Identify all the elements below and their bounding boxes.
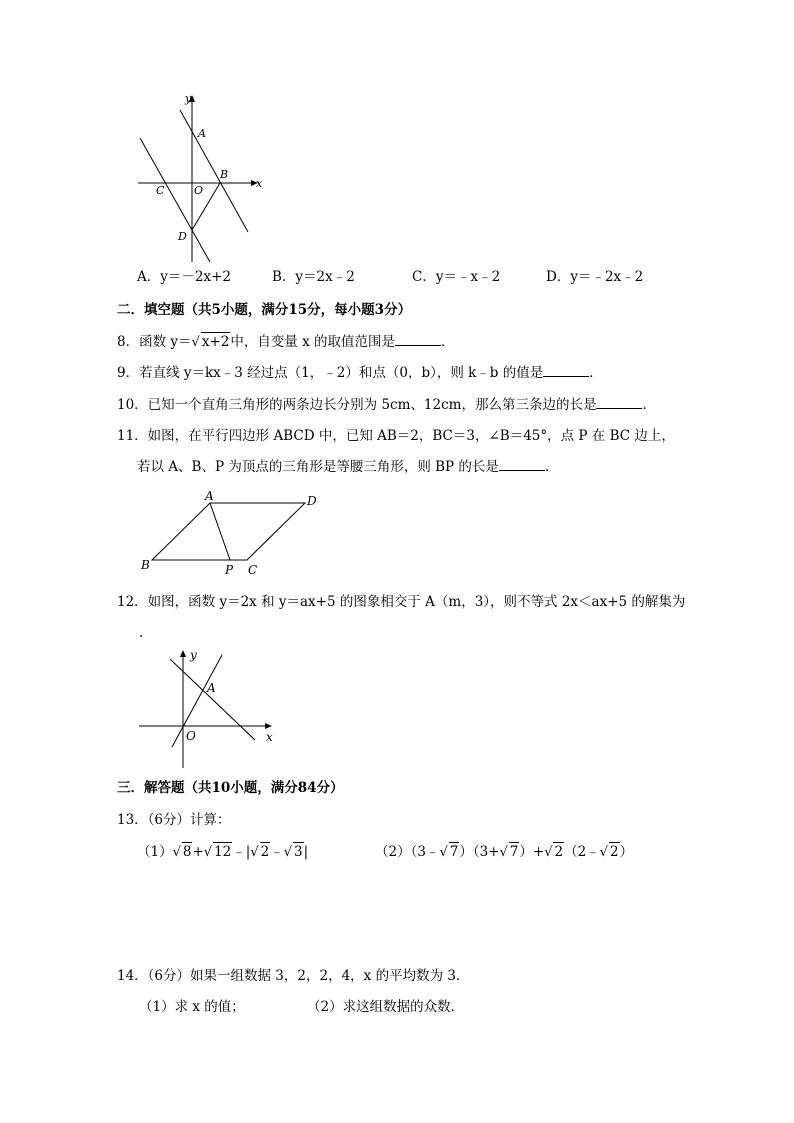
q13-part1 bbox=[137, 842, 308, 862]
q11-line2 bbox=[137, 458, 558, 476]
q12-x-arrow bbox=[265, 723, 272, 729]
q7-line-ab bbox=[180, 110, 248, 232]
radicand: 2 bbox=[609, 844, 619, 860]
operator: ﹣ bbox=[270, 844, 284, 860]
radicand: 7 bbox=[509, 844, 519, 860]
q10-answer-blank bbox=[596, 396, 642, 409]
q11-line1: 11．如图，在平行四边形 ABCD 中，已知 AB＝2，BC＝3，∠B＝45°，点 P 在 BC 边上， bbox=[117, 428, 675, 444]
radical-sign: √ bbox=[283, 845, 293, 860]
q12-label-x: x bbox=[266, 730, 273, 744]
radical-sign: √ bbox=[250, 845, 259, 860]
q11-label-c: C bbox=[248, 563, 258, 577]
radical-sign: √ bbox=[172, 845, 181, 860]
q7-choice-b: B．y＝2x﹣2 bbox=[272, 269, 355, 285]
q12-line2: ． bbox=[139, 625, 153, 641]
operator: | bbox=[303, 844, 309, 860]
q11-parallelogram-figure bbox=[135, 488, 335, 578]
radicand: 2 bbox=[554, 844, 564, 860]
q11-label-d: D bbox=[307, 494, 317, 508]
q8-radicand: x+2 bbox=[201, 334, 230, 350]
operator: ﹣| bbox=[232, 844, 251, 860]
radical-sign: √ bbox=[599, 845, 608, 860]
q14-title: 14．（6分）如果一组数据 3，2，2，4，x 的平均数为 3． bbox=[117, 968, 470, 984]
q12-label-o: O bbox=[186, 729, 196, 743]
radical-sign: √ bbox=[499, 845, 508, 860]
radicand: 12 bbox=[214, 844, 232, 860]
q13-part2-label: （2）（3﹣ bbox=[375, 844, 440, 860]
q9-end: ． bbox=[589, 365, 603, 381]
radical-sign: √ bbox=[203, 845, 213, 860]
operator: ）（3+ bbox=[459, 844, 500, 860]
operator: + bbox=[192, 844, 204, 860]
radicand: 7 bbox=[449, 844, 459, 860]
q9-line bbox=[117, 364, 603, 382]
q11-end: ． bbox=[544, 459, 559, 475]
q13-title: 13．（6分）计算： bbox=[117, 812, 231, 828]
q14-part2: （2）求这组数据的众数． bbox=[307, 999, 465, 1015]
q7-coordinate-figure bbox=[130, 90, 270, 265]
section3-title: 三．解答题（共10小题，满分84分） bbox=[117, 780, 344, 796]
q7-label-y: y bbox=[185, 92, 192, 105]
q8-answer-blank bbox=[395, 333, 441, 346]
radical-sign: √ bbox=[439, 845, 448, 860]
radicand: 3 bbox=[294, 844, 303, 860]
q12-graph-figure bbox=[135, 645, 285, 770]
operator: ） bbox=[619, 844, 634, 860]
q9-answer-blank bbox=[543, 364, 589, 377]
q13-part2 bbox=[375, 842, 633, 862]
q7-label-x: x bbox=[256, 177, 263, 190]
q12-label-y: y bbox=[190, 648, 197, 662]
q8-end: ． bbox=[441, 334, 455, 350]
q11-segment-ap bbox=[210, 503, 230, 560]
q7-choice-a: A．y＝－2x+2 bbox=[137, 269, 231, 285]
q9-text: 9．若直线 y＝kx﹣3 经过点（1，﹣2）和点（0，b），则 k﹣b 的值是 bbox=[117, 365, 544, 381]
q10-end: ． bbox=[642, 397, 656, 413]
q11-label-a: A bbox=[205, 489, 214, 503]
radical-sign: √ bbox=[544, 845, 553, 860]
q11-parallelogram bbox=[152, 503, 305, 560]
q11-line2-text: 若以 A、B、P 为顶点的三角形是等腰三角形，则 BP 的长是 bbox=[137, 459, 499, 475]
q7-choice-d: D．y＝﹣2x﹣2 bbox=[546, 269, 644, 285]
q7-label-b: B bbox=[220, 168, 229, 181]
q12-label-a: A bbox=[207, 681, 216, 695]
q10-text: 10．已知一个直角三角形的两条边长分别为 5cm、12cm，那么第三条边的长是 bbox=[117, 397, 597, 413]
radicand: 2 bbox=[260, 844, 270, 860]
operator: ）+ bbox=[519, 844, 545, 860]
q7-choice-c: C．y＝﹣x﹣2 bbox=[412, 269, 501, 285]
q12-line1: 12．如图，函数 y＝2x 和 y＝ax+5 的图象相交于 A（m，3），则不等式 2x＜ax+5 的解集为 bbox=[117, 594, 686, 610]
q7-label-a: A bbox=[198, 127, 206, 140]
q14-part1: （1）求 x 的值； bbox=[139, 999, 245, 1015]
q11-answer-blank bbox=[499, 458, 545, 471]
q11-label-p: P bbox=[225, 563, 234, 577]
q7-label-o: O bbox=[194, 184, 204, 197]
radicand: 8 bbox=[182, 844, 192, 860]
section2-title: 二．填空题（共5小题，满分15分，每小题3分） bbox=[117, 302, 412, 318]
q7-label-c: C bbox=[156, 184, 165, 197]
q8-line bbox=[117, 332, 455, 352]
q13-part1-label: （1） bbox=[137, 844, 173, 860]
operator: （2﹣ bbox=[564, 844, 600, 860]
q7-label-d: D bbox=[178, 230, 187, 243]
q10-line bbox=[117, 396, 656, 414]
q11-label-b: B bbox=[141, 558, 150, 572]
q8-suffix: 中，自变量 x 的取值范围是 bbox=[230, 334, 396, 350]
q8-prefix: 8．函数 y＝ bbox=[117, 334, 192, 350]
q7-line-cd bbox=[140, 138, 210, 262]
q8-radical-sign: √ bbox=[191, 335, 200, 350]
q12-y-arrow bbox=[180, 650, 186, 657]
